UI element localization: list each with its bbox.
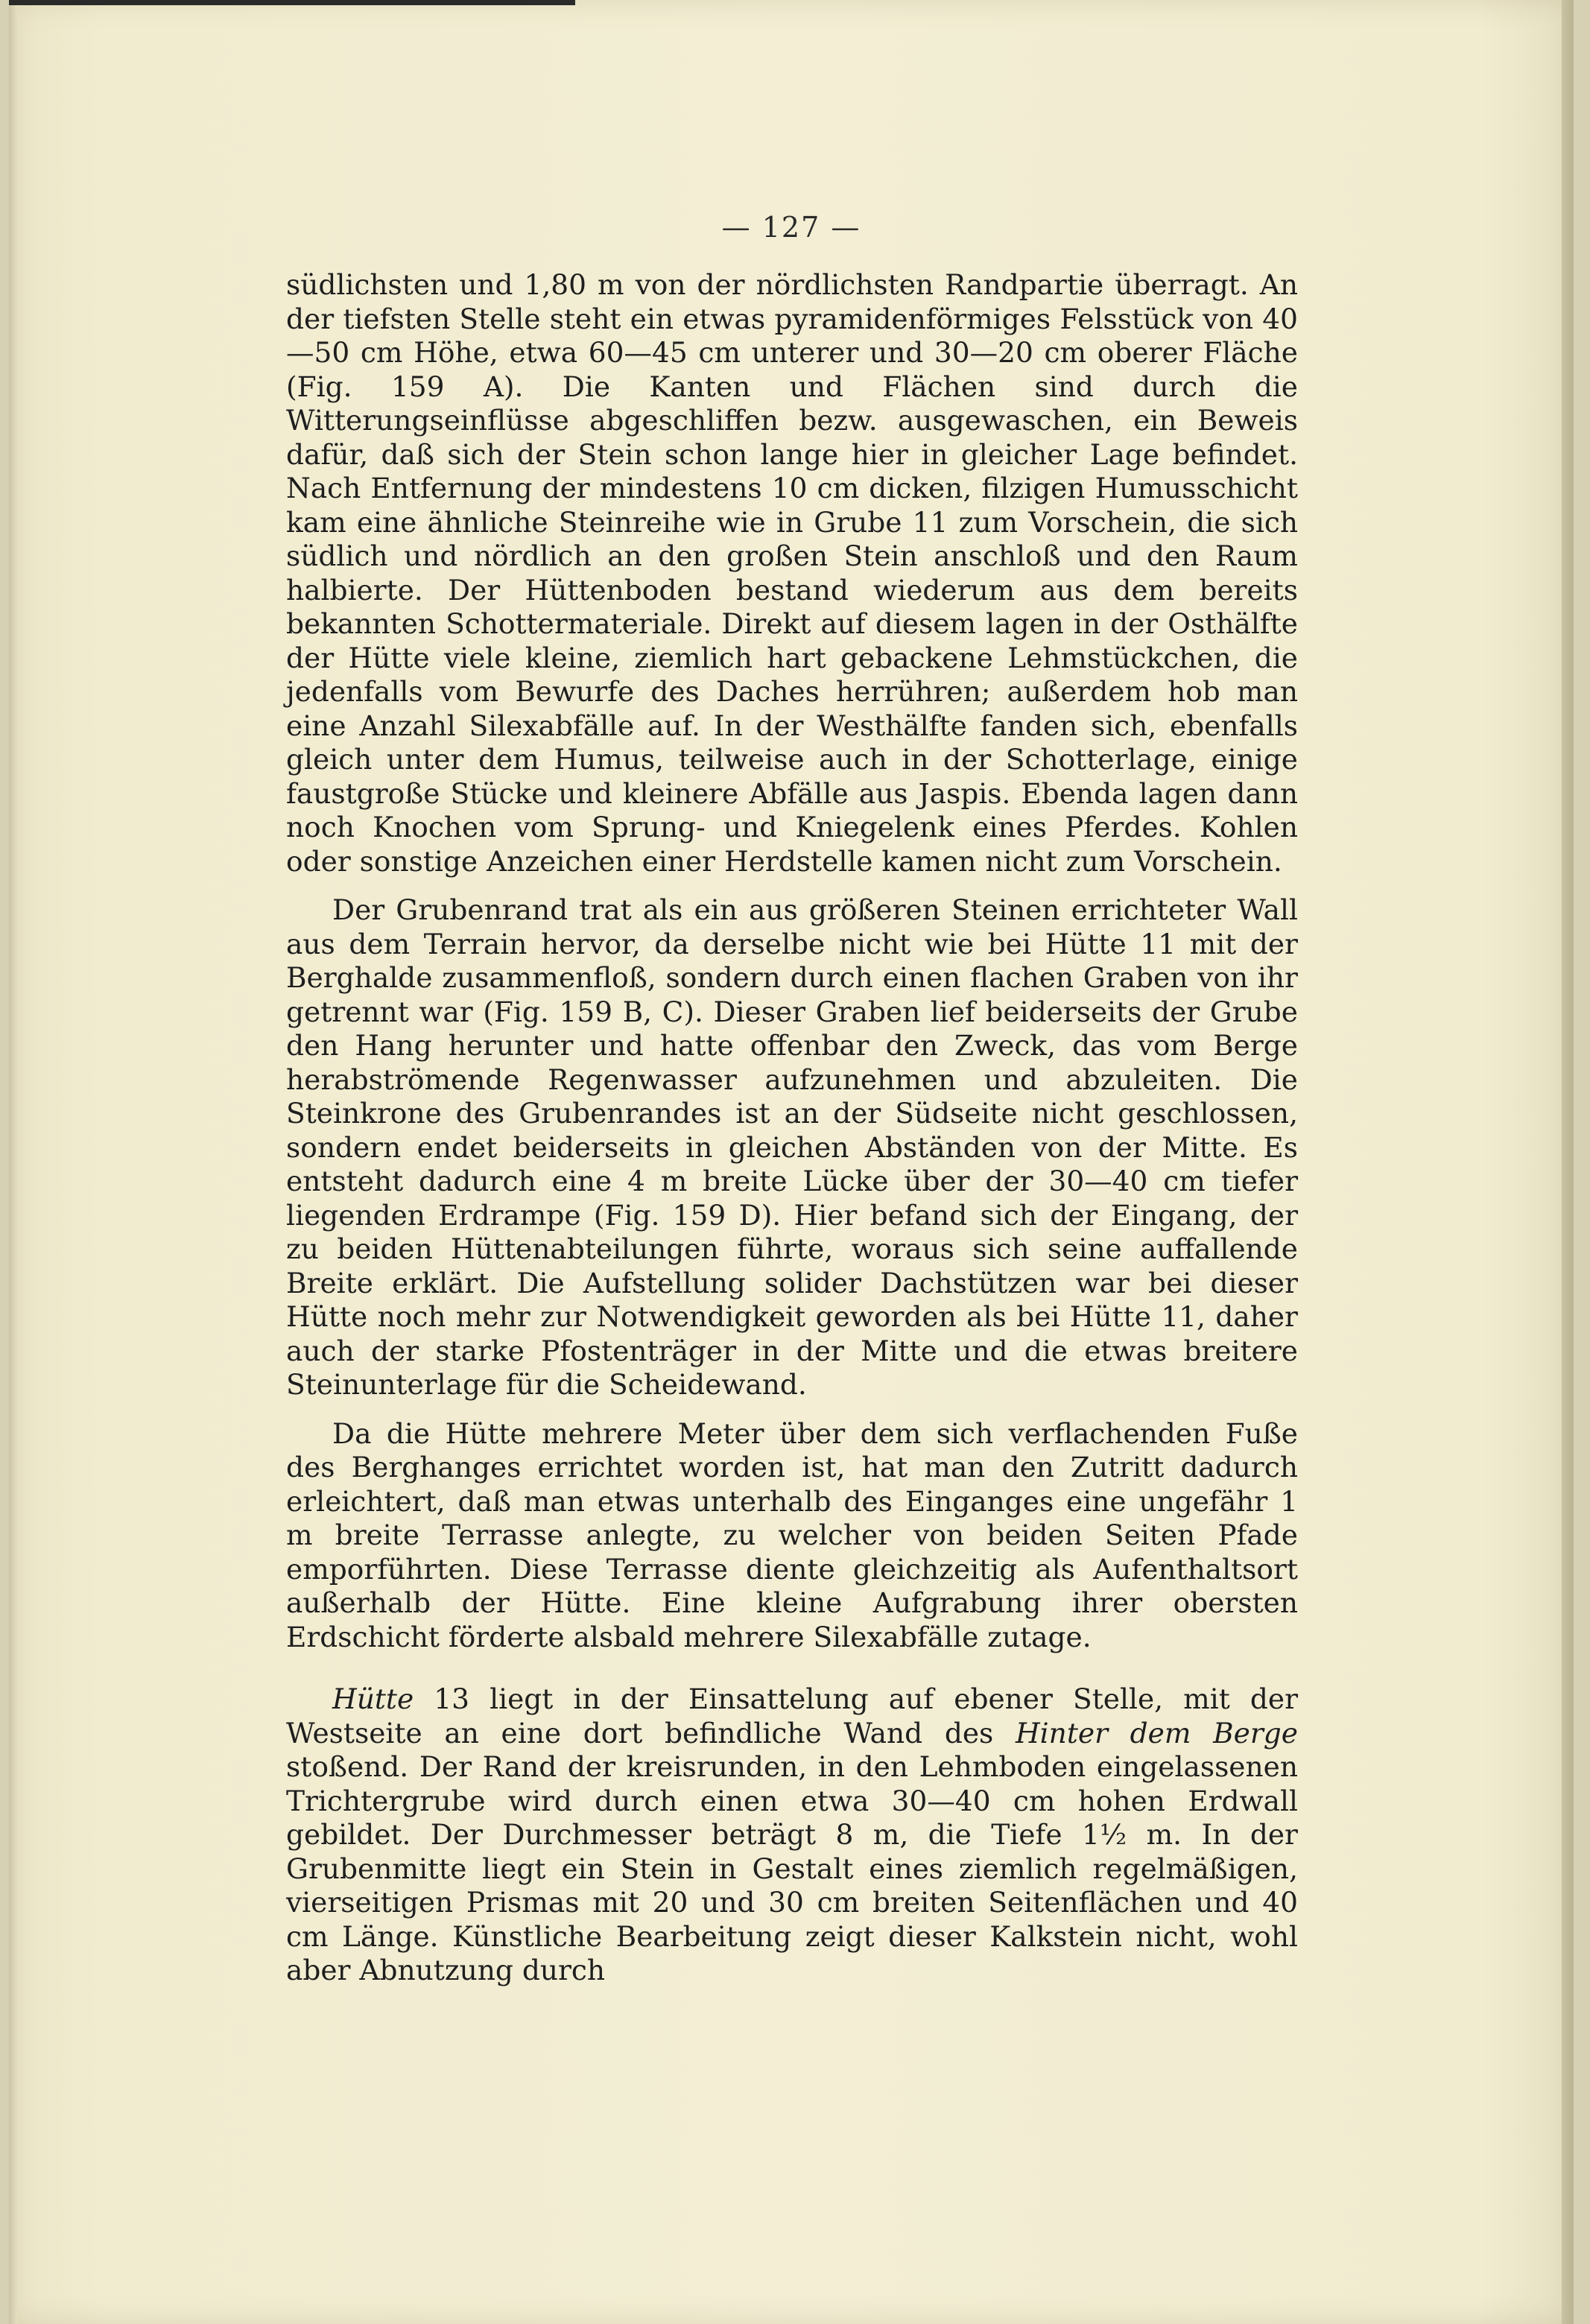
paragraph-4 [286,1682,1298,1988]
book-page [9,0,1574,2324]
paragraph-4-italic-place: Hinter dem Berge [1015,1716,1298,1750]
paragraph-2: Der Grubenrand trat als ein aus größeren Steinen errichteter Wall aus dem Terrain hervor, da derselbe nicht wie bei Hütte 11 mit der Berghalde zusammenfloß, sondern durch einen flachen Graben von ihr getrennt war (Fig. 159 B, C). Dieser Graben lief beiderseits der Grube den Hang herunter und hatte offenbar den Zweck, das vom Berge herabströmende Regenwasser aufzunehmen und abzuleiten. Die Steinkrone des Grubenrandes ist an der Südseite nicht geschlossen, sondern endet beiderseits in gleichen Abständen von der Mitte. Es entsteht dadurch eine 4 m breite Lücke über der 30—40 cm tiefer liegenden Erdrampe (Fig. 159 D). Hier befand sich der Eingang, der zu beiden Hüttenabteilungen führte, woraus sich seine auffallende Breite erklärt. Die Aufstellung solider Dachstützen war bei dieser Hütte noch mehr zur Notwendigkeit geworden als bei Hütte 11, daher auch der starke Pfostenträger in der Mitte und die etwas breitere Steinunterlage für die Scheidewand. [286,893,1298,1401]
paragraph-3: Da die Hütte mehrere Meter über dem sich verflachenden Fuße des Berghanges errichtet worden ist, hat man den Zutritt dadurch erleichtert, daß man etwas unterhalb des Einganges eine ungefähr 1 m breite Terrasse anlegte, zu welcher von beiden Seiten Pfade emporführten. Diese Terrasse diente gleichzeitig als Aufenthaltsort außerhalb der Hütte. Eine kleine Aufgrabung ihrer obersten Erdschicht förderte alsbald mehrere Silexabfälle zutage. [286,1416,1298,1653]
body-text [286,268,1298,1988]
paragraph-4-italic-lead: Hütte [332,1682,414,1715]
paragraph-4-text-b: stoßend. Der Rand der kreisrunden, in den Lehmboden eingelassenen Trichtergrube wird durch einen etwa 30—40 cm hohen Erdwall gebildet. Der Durchmesser beträgt 8 m, die Tiefe 1½ m. In der Grubenmitte liegt ein Stein in Gestalt eines ziemlich regelmäßigen, vierseitigen Prismas mit 20 und 30 cm breiten Seitenflächen und 40 cm Länge. Künstliche Bearbeitung zeigt dieser Kalkstein nicht, wohl aber Abnutzung durch [286,1750,1298,1986]
page-number: — 127 — [721,211,861,244]
paragraph-1: südlichsten und 1,80 m von der nördlichsten Randpartie überragt. An der tiefsten Stelle steht ein etwas pyramidenförmiges Felsstück von 40—50 cm Höhe, etwa 60—45 cm unterer und 30—20 cm oberer Fläche (Fig. 159 A). Die Kanten und Flächen sind durch die Witterungseinflüsse abgeschliffen bezw. ausgewaschen, ein Beweis dafür, daß sich der Stein schon lange hier in gleicher Lage befindet. Nach Entfernung der mindestens 10 cm dicken, filzigen Humusschicht kam eine ähnliche Steinreihe wie in Grube 11 zum Vorschein, die sich südlich und nördlich an den großen Stein anschloß und den Raum halbierte. Der Hüttenboden bestand wiederum aus dem bereits bekannten Schottermateriale. Direkt auf diesem lagen in der Osthälfte der Hütte viele kleine, ziemlich hart gebackene Lehmstückchen, die jedenfalls vom Bewurfe des Daches herrühren; außerdem hob man eine Anzahl Silexabfälle auf. In der Westhälfte fanden sich, ebenfalls gleich unter dem Humus, teilweise auch in der Schotterlage, einige faustgroße Stücke und kleinere Abfälle aus Jaspis. Ebenda lagen dann noch Knochen vom Sprung- und Kniegelenk eines Pferdes. Kohlen oder sonstige Anzeichen einer Herdstelle kamen nicht zum Vorschein. [286,268,1298,878]
paragraph-4-text-a: 13 liegt in der Einsattelung auf ebener Stelle, mit der Westseite an eine dort befindliche Wand des [286,1682,1298,1750]
page-top-dark-edge [9,0,575,5]
page-left-edge [9,0,18,2324]
page-right-edge [1562,0,1574,2324]
